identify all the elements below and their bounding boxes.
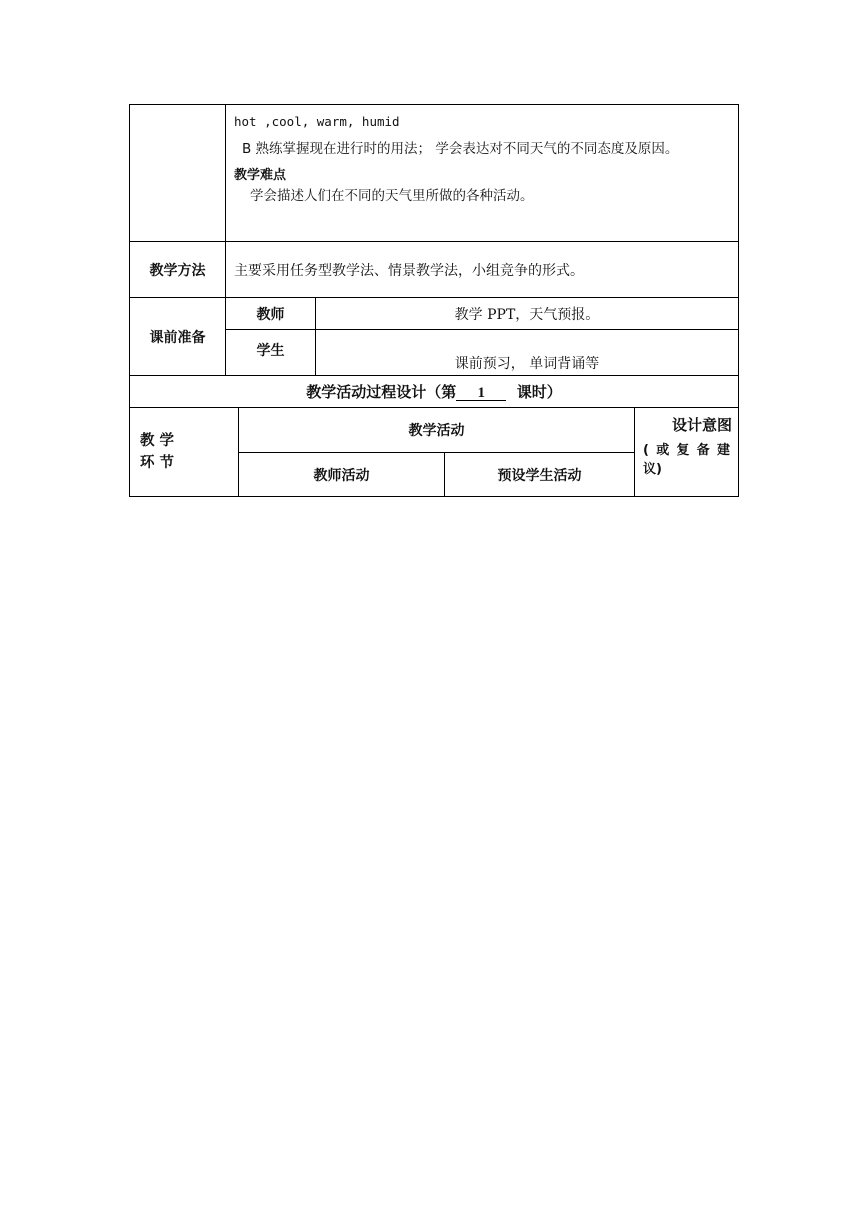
method-row (130, 242, 739, 298)
design-intent-title: 设计意图 (671, 416, 732, 434)
prep-student-text: 课前预习， 单词背诵等 (316, 330, 739, 376)
process-title-row (130, 376, 739, 408)
prep-student-label: 学生 (226, 330, 316, 376)
method-text: 主要采用任务型教学法、情景教学法，小组竞争的形式。 (226, 242, 739, 298)
difficulty-heading: 教学难点 (234, 168, 287, 183)
process-title-suffix: 课时） (516, 383, 562, 401)
lesson-number: 1 (456, 386, 506, 401)
design-intent-sub1: (或复备建 (643, 443, 732, 458)
process-header-cell (130, 408, 739, 497)
method-label: 教学方法 (130, 242, 226, 298)
goals-row (130, 105, 739, 242)
difficulty-text: 学会描述人们在不同的天气里所做的各种活动。 (250, 188, 534, 204)
process-title (130, 376, 739, 408)
skill-line: B 熟练掌握现在进行时的用法； 学会表达对不同天气的不同态度及原因。 (242, 141, 679, 157)
stage-label-line2: 环 节 (140, 455, 175, 471)
process-header-table (129, 407, 739, 497)
prep-content-cell (226, 298, 739, 376)
stage-label-cell (130, 408, 239, 497)
vocab-line: hot ,cool, warm, humid (234, 114, 400, 129)
goals-label-cell (130, 105, 226, 242)
design-intent-cell (635, 408, 739, 497)
process-header-row (130, 408, 739, 497)
design-intent-sub2: 议) (643, 462, 662, 477)
prep-inner-table (225, 297, 739, 376)
prep-teacher-label: 教师 (226, 298, 316, 330)
process-title-prefix: 教学活动过程设计（第 (306, 383, 457, 401)
student-activity-label: 预设学生活动 (445, 453, 635, 497)
prep-teacher-text: 教学 PPT，天气预报。 (316, 298, 739, 330)
prep-label: 课前准备 (130, 298, 226, 376)
prep-row (130, 298, 739, 376)
lesson-plan-table (129, 104, 739, 497)
teacher-activity-label: 教师活动 (239, 453, 445, 497)
activities-label: 教学活动 (239, 408, 635, 453)
goals-content-cell (226, 105, 739, 242)
stage-label-line1: 教 学 (140, 433, 175, 449)
